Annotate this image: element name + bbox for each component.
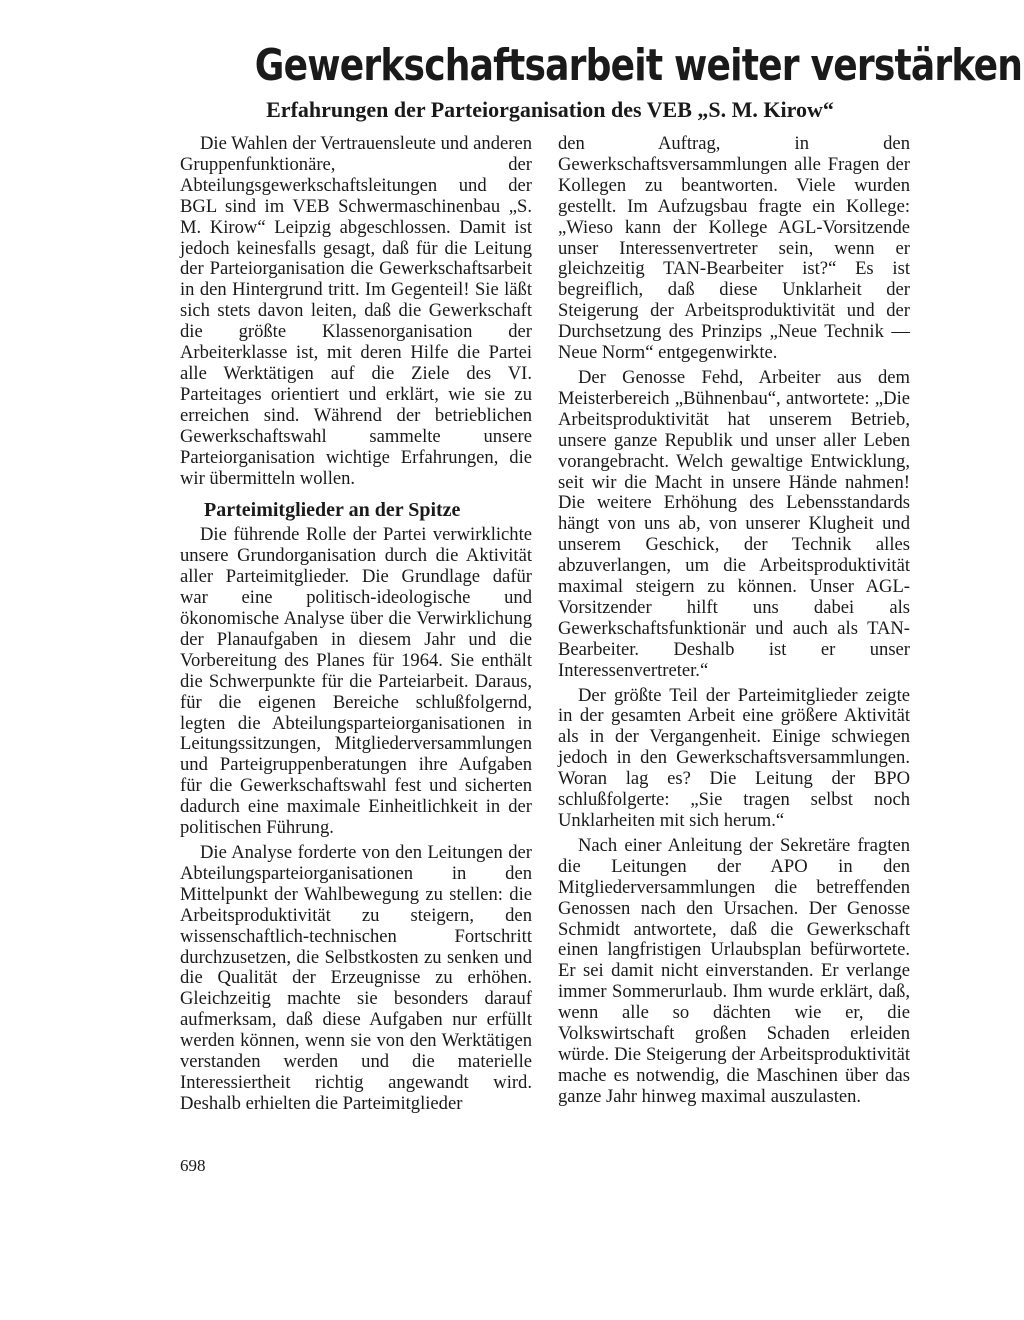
body-paragraph: Die Analyse forderte von den Leitungen der Abteilungsparteiorganisationen in den Mittelpunkt der Wahlbewegung zu stellen: die Arbeitsproduktivität zu steigern, den wissenschaftlich-technischen Fortschritt durchzusetzen, die Selbstkosten zu senken und die Qualität der Erzeugnisse zu erhöhen. Gleichzeitig machte sie besonders darauf aufmerksam, daß diese Aufgaben nur erfüllt werden können, wenn sie von den Werktätigen verstanden werden und die materielle Interessiertheit richtig angewandt wird. Deshalb erhielten die Parteimitglieder <box>180 842 532 1114</box>
headline: Gewerkschaftsarbeit weiter verstärken <box>254 40 1023 91</box>
body-paragraph: Die führende Rolle der Partei verwirklichte unsere Grundorganisation durch die Aktivität aller Parteimitglieder. Die Grundlage dafür war eine politisch-ideologische und ökonomische Analyse über die Verwirklichung der Planaufgaben in diesem Jahr und die Vorbereitung des Planes für 1964. Sie enthält die Schwerpunkte für die Parteiarbeit. Daraus, für die eigenen Bereiche schlußfolgernd, legten die Abteilungsparteiorganisationen in Leitungssitzungen, Mitgliederversammlungen und Parteigruppenberatungen ihre Aufgaben für die Gewerkschaftswahl fest und sicherten dadurch eine maximale Einheitlichkeit in der politischen Führung. <box>180 524 532 839</box>
right-column <box>558 134 910 1112</box>
body-paragraph: Nach einer Anleitung der Sekretäre fragten die Leitungen der APO in den Mitgliederversammlungen die betreffenden Genossen nach den Ursachen. Der Genosse Schmidt antwortete, daß die Gewerkschaft einen langfristigen Urlaubsplan befürwortete. Er sei damit nicht einverstanden. Er verlange immer Sommerurlaub. Ihm wurde erklärt, daß, wenn alle so dächten wie er, die Volkswirtschaft großen Schaden erleiden würde. Die Steigerung der Arbeitsproduktivität mache es notwendig, die Maschinen über das ganze Jahr hinweg maximal auszulasten. <box>558 834 910 1107</box>
page-number: 698 <box>180 1156 206 1175</box>
section-heading: Parteimitglieder an der Spitze <box>204 499 461 522</box>
intro-paragraph: Die Wahlen der Vertrauensleute und anderen Gruppenfunktionäre, der Abteilungsgewerkschaftsleitungen und der BGL sind im VEB Schwermaschinenbau „S. M. Kirow“ Leipzig abgeschlossen. Damit ist jedoch keinesfalls gesagt, daß für die Leitung der Parteiorganisation die Gewerkschaftsarbeit in den Hintergrund tritt. Im Gegenteil! Sie läßt sich stets davon leiten, daß die Gewerkschaft die größte Klassenorganisation der Arbeiterklasse ist, mit deren Hilfe die Partei alle Werktätigen auf die Ziele des VI. Parteitages orientiert und erklärt, wie sie zu erreichen sind. Während der betrieblichen Gewerkschaftswahl sammelte unsere Parteiorganisation wichtige Erfahrungen, die wir übermitteln wollen. <box>180 133 532 489</box>
left-column <box>180 134 532 1119</box>
body-paragraph: Der größte Teil der Parteimitglieder zeigte in der gesamten Arbeit eine größere Aktivität als in der Vergangenheit. Einige schwiegen jedoch in den Gewerkschaftsversammlungen. Woran lag es? Die Leitung der BPO schlußfolgerte: „Sie tragen selbst noch Unklarheiten mit sich herum.“ <box>558 684 910 831</box>
body-paragraph: Der Genosse Fehd, Arbeiter aus dem Meisterbereich „Bühnenbau“, antwortete: „Die Arbeitsproduktivität hat unserem Betrieb, unsere ganze Republik und unser aller Leben vorangebracht. Welch gewaltige Entwicklung, seit wir die Macht in unsere Hände nahmen! Die weitere Erhöhung des Lebensstandards hängt von uns ab, von unserer Klugheit und unserem Geschick, der Technik alles abzuverlangen, um die Arbeitsproduktivität maximal steigern zu können. Unser AGL-Vorsitzender hilft uns dabei als Gewerkschaftsfunktionär und auch als TAN-Bearbeiter. Deshalb ist er unser Interessenvertreter.“ <box>558 366 910 681</box>
continued-paragraph: den Auftrag, in den Gewerkschaftsversammlungen alle Fragen der Kollegen zu beantworten. Viele wurden gestellt. Im Aufzugsbau fragte ein Kollege: „Wieso kann der Kollege AGL-Vorsitzende unser Interessenvertreter sein, wenn er gleichzeitig TAN-Bearbeiter ist?“ Es ist begreiflich, daß diese Unklarheit der Steigerung der Arbeitsproduktivität und der Durchsetzung des Prinzips „Neue Technik — Neue Norm“ entgegenwirkte. <box>558 133 910 364</box>
subtitle: Erfahrungen der Parteiorganisation des VEB „S. M. Kirow“ <box>266 97 834 122</box>
